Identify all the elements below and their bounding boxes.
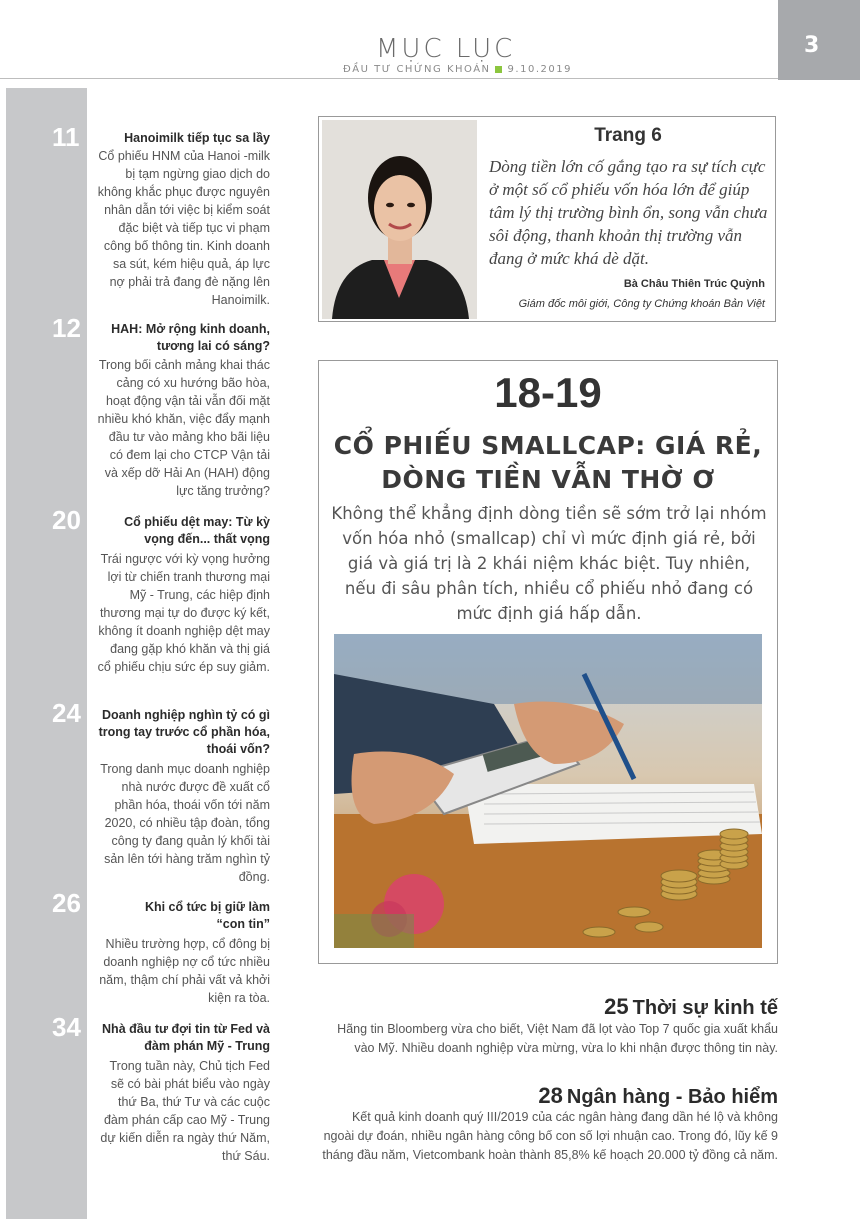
portrait-photo: [322, 120, 477, 319]
toc-page-number: 20: [52, 505, 81, 535]
toc-item-title: Nhà đầu tư đợi tin từ Fed và đàm phán Mỹ - Trung: [102, 1022, 270, 1053]
header-divider: [0, 78, 778, 79]
toc-item[interactable]: [0, 505, 270, 695]
quote-heading: Trang 6: [594, 125, 662, 146]
toc-item-summary: Trái ngược với kỳ vọng hưởng lợi từ chiến tranh thương mại Mỹ - Trung, các hiệp định thương mại tự do được ký kết, không ít doanh nghiệp dệt may đang gặp khó khăn và thị giá cổ phiếu chịu sức ép suy giảm.: [97, 552, 270, 674]
toc-item-title: Doanh nghiệp nghìn tỷ có gì trong tay trước cổ phần hóa, thoái vốn?: [98, 708, 270, 756]
issue-date: 9.10.2019: [507, 64, 572, 75]
section-page-number: 25: [604, 994, 629, 1019]
toc-page-number: 26: [52, 888, 81, 918]
toc-page-number: 11: [52, 122, 80, 152]
toc-item-summary: Trong bối cảnh mảng khai thác cảng có xu hướng bão hòa, hoạt động vận tải vẫn đối mặt nhiều khó khăn, việc đẩy mạnh đầu tư vào mảng kho bãi liệu có đem lại cho CTCP Vận tải và xếp dỡ Hải An (HAH) động lực tăng trưởng?: [97, 358, 270, 498]
toc-item[interactable]: [0, 313, 270, 503]
calculator-coins-photo: [334, 634, 762, 948]
publication-line: [343, 64, 572, 75]
section-title: Ngân hàng - Bảo hiểm: [566, 1086, 778, 1108]
section-summary: Hãng tin Bloomberg vừa cho biết, Việt Nam đã lọt vào Top 7 quốc gia xuất khẩu vào Mỹ. Nhiều doanh nghiệp vừa mừng, vừa lo khi nhận được thông tin này.: [337, 1022, 778, 1055]
section-page-number: 28: [538, 1083, 563, 1108]
toc-item-title: Khi cổ tức bị giữ làm “con tin”: [144, 900, 270, 931]
quote-author-name: Bà Châu Thiên Trúc Quỳnh: [623, 278, 765, 290]
feature-title: [319, 429, 777, 497]
section-summary: Kết quả kinh doanh quý III/2019 của các ngân hàng đang dần hé lộ và không ngoài dự đoán, nhiều ngân hàng công bố con số lợi nhuận cao. Trong đó, lũy kế 9 tháng đầu năm, Vietcombank hoàn thành 85,8% kế hoạch 20.000 tỷ đồng cả năm.: [322, 1110, 778, 1162]
toc-item-title: Hanoimilk tiếp tục sa lầy: [124, 131, 270, 145]
toc-item-title: HAH: Mở rộng kinh doanh, tương lai có sáng?: [111, 322, 270, 353]
toc-item-summary: Cổ phiếu HNM của Hanoi -milk bị tạm ngừng giao dịch do không khắc phục được nguyên nhân dẫn tới việc bị kiểm soát đặc biệt và tiếp tục vi phạm công bố thông tin. Kinh doanh sa sút, kém hiệu quả, áp lực nợ phải trả đang đè nặng lên Hanoimilk.: [97, 149, 270, 307]
toc-item-summary: Trong tuần này, Chủ tịch Fed sẽ có bài phát biểu vào ngày thứ Ba, thứ Tư và các cuộc đàm phán cấp cao Mỹ - Trung dự kiến diễn ra ngày thứ Năm, thứ Sáu.: [100, 1059, 270, 1163]
toc-item-summary: Nhiều trường hợp, cổ đông bị doanh nghiệp nợ cổ tức nhiều năm, thậm chí phải vất vả khởi kiện ra tòa.: [99, 937, 270, 1005]
section-heading[interactable]: [604, 994, 778, 1020]
section-title: Thời sự kinh tế: [632, 997, 778, 1019]
toc-item[interactable]: [0, 1012, 270, 1172]
section-heading[interactable]: [538, 1083, 778, 1109]
feature-page-range: 18-19: [494, 369, 602, 416]
toc-page-number: 12: [52, 313, 81, 343]
toc-item-title: Cổ phiếu dệt may: Từ kỳ vọng đến... thất vọng: [124, 515, 270, 546]
feature-title-line: DÒNG TIỀN VẪN THỜ Ơ: [381, 465, 715, 494]
toc-item[interactable]: [0, 122, 270, 312]
quote-author-role: Giám đốc môi giới, Công ty Chứng khoán Bản Việt: [518, 298, 765, 310]
toc-item[interactable]: [0, 888, 270, 1008]
green-square-icon: [495, 66, 502, 73]
toc-page-number: 24: [52, 698, 81, 728]
feature-title-line: CỔ PHIẾU SMALLCAP: GIÁ RẺ,: [333, 431, 763, 460]
page-number: 3: [804, 33, 820, 58]
feature-article-box[interactable]: [318, 360, 778, 964]
page-title: MỤC LỤC: [376, 34, 516, 64]
quote-box: [318, 116, 776, 322]
page-number-tab: [778, 0, 860, 80]
toc-item-summary: Trong danh mục doanh nghiệp nhà nước được đề xuất cổ phần hóa, thoái vốn tới năm 2020, có nhiều tập đoàn, tổng công ty đang quản lý khối tài sản lên tới hàng trăm nghìn tỷ đồng.: [100, 762, 270, 884]
feature-description: Không thể khẳng định dòng tiền sẽ sớm trở lại nhóm vốn hóa nhỏ (smallcap) chỉ vì mức định giá rẻ, bởi giá và giá trị là 2 khái niệm khác biệt. Tuy nhiên, nếu đi sâu phân tích, nhiều cổ phiếu nhỏ đang có mức định giá hấp dẫn.: [331, 504, 767, 623]
toc-page-number: 34: [52, 1012, 81, 1042]
publication-name: ĐẦU TƯ CHỨNG KHOÁN: [343, 64, 491, 75]
quote-text: Dòng tiền lớn cố gắng tạo ra sự tích cực ở một số cổ phiếu vốn hóa lớn để giúp tâm lý thị trường bình ổn, song vẫn chưa sôi động, thanh khoản thị trường vẫn đang ở mức khá dè dặt.: [489, 157, 768, 268]
toc-item[interactable]: [0, 698, 270, 888]
